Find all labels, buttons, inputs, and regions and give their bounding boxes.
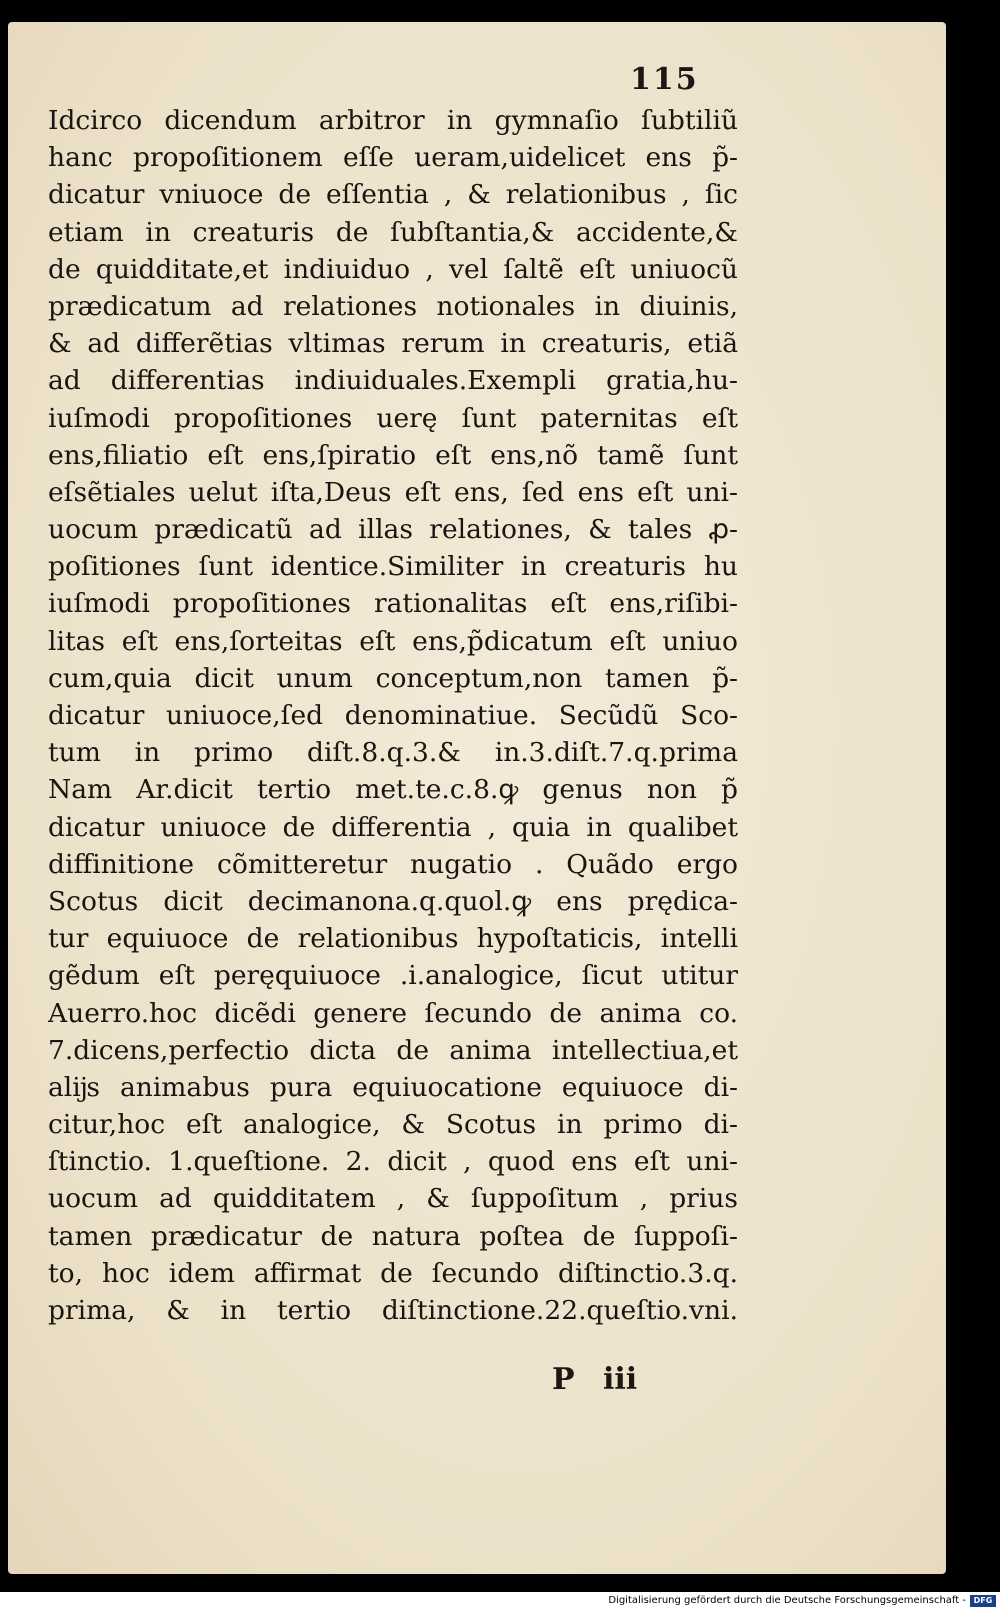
text-line: iuſmodi propoſitiones uerę ſunt paternitas eſt (48, 402, 738, 434)
text-line: uocum ad quidditatem , & ſuppoſitum , prius (48, 1183, 738, 1215)
text-line: cum,quia dicit unum conceptum,non tamen p̃- (48, 662, 738, 694)
body-text (48, 102, 738, 1329)
text-line: iuſmodi propoſitiones rationalitas eſt ens,riſibi- (48, 588, 738, 620)
text-line: gẽdum eſt peręquiuoce .i.analogice, ſicut utitur (48, 960, 738, 992)
text-line: Scotus dicit decimanona.q.quol.ꝙ ens prędica- (48, 885, 738, 917)
text-line: & ad differẽtias vltimas rerum in creaturis, etiã (48, 328, 738, 360)
text-line: tamen prædicatur de natura poſtea de ſuppoſi- (48, 1220, 738, 1252)
text-line: citur,hoc eſt analogice, & Scotus in primo di- (48, 1109, 738, 1141)
text-line: ad differentias indiuiduales.Exempli gratia,hu- (48, 365, 738, 397)
text-line: ſtinctio. 1.queſtione. 2. dicit , quod ens eſt uni- (48, 1146, 738, 1178)
text-line: de quidditate,et indiuiduo , vel ſaltẽ eſt uniuocũ (48, 253, 738, 285)
text-line: litas eſt ens,ſorteitas eſt ens,p̃dicatum eſt uniuo (48, 625, 738, 657)
text-line: eſsẽtiales uelut iſta,Deus eſt ens, ſed ens eſt uni- (48, 476, 738, 508)
text-line: dicatur vniuoce de eſſentia , & relationibus , ſic (48, 179, 738, 211)
dfg-logo: DFG (970, 1595, 996, 1607)
text-line: alĳs animabus pura equiuocatione equiuoce di- (48, 1071, 738, 1103)
page-number: 115 (630, 62, 699, 97)
text-line: tur equiuoce de relationibus hypoſtaticis, intelli (48, 923, 738, 955)
text-line: etiam in creaturis de ſubſtantia,& accidente,& (48, 216, 738, 248)
text-line: poſitiones ſunt identice.Similiter in creaturis hu (48, 551, 738, 583)
text-line: tum in primo diſt.8.q.3.& in.3.diſt.7.q.prima (48, 737, 738, 769)
text-line: hanc propoſitionem eſſe ueram,uidelicet ens p̃- (48, 142, 738, 174)
text-line: ens,filiatio eſt ens,ſpiratio eſt ens,nõ tamẽ ſunt (48, 439, 738, 471)
text-line: prædicatum ad relationes notionales in diuinis, (48, 290, 738, 322)
text-line: Nam Ar.dicit tertio met.te.c.8.ꝙ genus non p̃ (48, 774, 738, 806)
text-line: prima, & in tertio diſtinctione.22.queſtio.vni. (48, 1295, 738, 1326)
text-line: dicatur uniuoce de differentia , quia in qualibet (48, 811, 738, 843)
digitization-credit: Digitalisierung gefördert durch die Deutsche Forschungsgemeinschaft - (608, 1595, 966, 1606)
text-line: dicatur uniuoce,ſed denominatiue. Secũdũ Sco- (48, 700, 738, 731)
text-line: to, hoc idem affirmat de ſecundo diſtinctio.3.q. (48, 1257, 738, 1289)
text-line: diffinitione cõmitteretur nugatio . Quãdo ergo (48, 848, 738, 880)
signature-mark: P iii (552, 1362, 638, 1397)
text-line: Auerro.hoc dicẽdi genere ſecundo de anima co. (48, 997, 738, 1029)
text-line: Idcirco dicendum arbitror in gymnaſio ſubtiliũ (48, 105, 738, 136)
text-line: 7.dicens,perfectio dicta de anima intellectiua,et (48, 1034, 738, 1066)
text-line: uocum prædicatũ ad illas relationes, & tales ꝓ- (48, 514, 738, 546)
